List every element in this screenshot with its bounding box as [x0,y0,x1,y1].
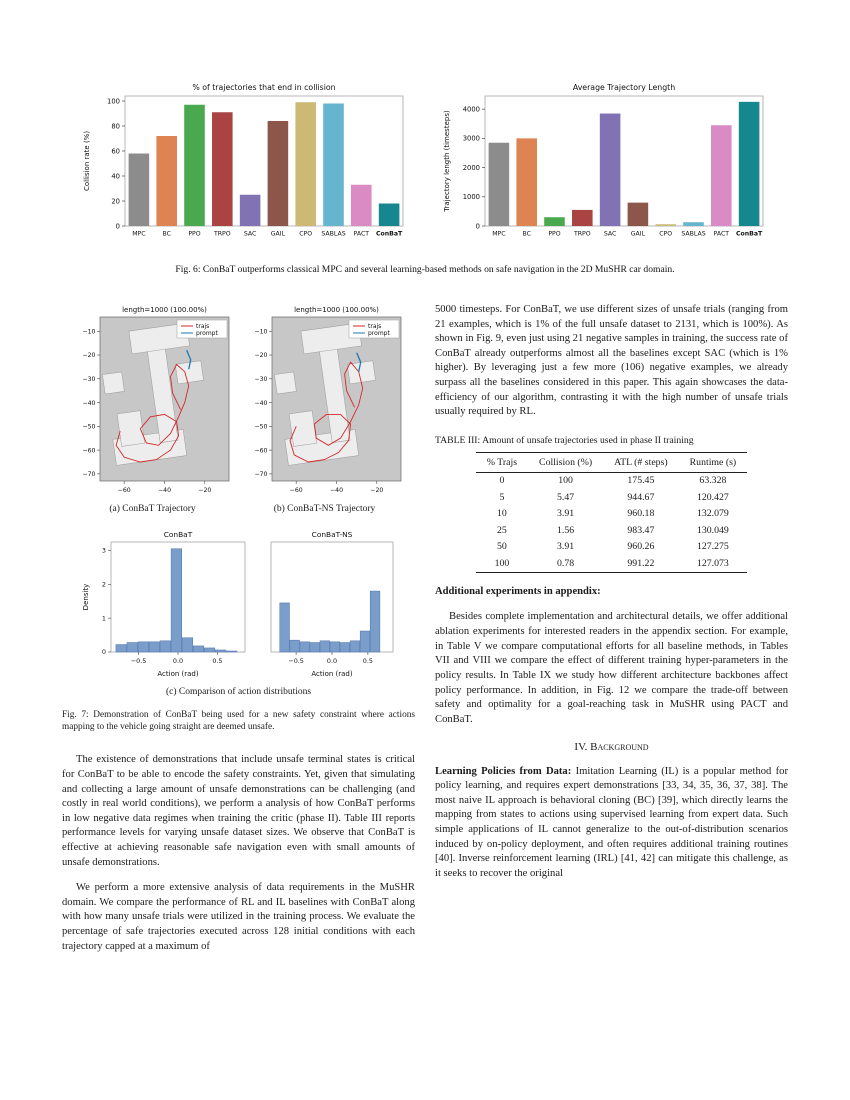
bar [184,105,205,226]
table3-header-row [476,453,747,473]
histogram-bar [160,641,171,652]
legend-trajs-label: trajs [195,323,209,330]
table-cell: 1.56 [557,524,575,536]
x-tick-label: −60 [289,487,303,494]
appendix-paragraph: Besides complete implementation and architectural details, we offer additional ablation experiments for interested readers in the appendix section. For example, in Table V we compare computational efforts for all baseline methods, in Tables VII and VIII we compare the effect of different training hyper-parameters in the policy results. In Table IX we study how different architecture backbones affect policy performance. In addition, in Fig. 12 we compare the trade-off between safety and optimality for a goal-reaching task in MuSHR using PACT and ConBaT. [435,611,788,725]
y-tick-label: 1000 [462,193,480,202]
x-axis-label: Action (rad) [310,670,353,679]
background-text: Imitation Learning (IL) is a popular method for policy learning, and requires expert demonstrations [33, 34, 35, 36, 37, 38]. The most naive IL approach is behavioral cloning (BC) [39], which directly learns the mapping from states to actions using supervised learning from expert data. Such simple applications of IL cannot generalize to the out-of-distribution scenarios induced by on-policy deployment, and often requires additional training routines [40]. Inverse reinforcement learning (IRL) [41, 42] can mitigate this challenge, as it seeks to recover the original [435,765,788,879]
histogram-bar [319,641,329,652]
y-tick-label: −60 [81,447,95,455]
y-tick-label: −30 [81,375,95,383]
x-tick-label: SAC [243,230,257,238]
y-tick-label: 40 [111,172,120,181]
table-cell: 0 [499,475,505,487]
x-tick-label: ConBaT [735,230,763,238]
table3-body [476,472,747,572]
chart-title: ConBaT [163,530,192,540]
x-tick-label: MPC [492,230,506,238]
bar [489,143,510,226]
x-tick-label: 0.5 [362,657,373,666]
chart-title: length=1000 (100.00%) [121,306,207,314]
histogram-bar [171,549,182,652]
histogram-bar [149,642,160,652]
histogram-bar [226,651,237,652]
map-corridor [289,411,317,447]
bar [323,104,344,227]
histogram-bar [279,603,289,652]
x-axis-label: Action (rad) [156,670,199,679]
table-cell: 100 [494,557,510,569]
left-paragraph-1: The existence of demonstrations that include unsafe terminal states is critical for ConBaT to be able to encode the safety constraints. Yet, given that simulating and collecting a large amount of unsafe demonstrations can be challenging (and costly in real world conditions), we perform a analysis of how ConBaT performs in low negative data regimes when training the critic (phase II). Table III reports performance levels for varying unsafe dataset sizes. We observe that ConBaT is effective at achieving reasonable safe navigation even with small amounts of unsafe demonstrations. [62,754,415,868]
y-tick-label: 2 [101,580,106,589]
map-corridor [102,372,124,394]
trajectory-length-chart [439,80,771,252]
table-cell: 63.328 [699,475,727,487]
figure7-caption-text: Demonstration of ConBaT being used for a new safety constraint where actions mapping to the vehicle going straight are deemed unsafe. [62,710,415,733]
x-tick-label: BC [522,230,531,238]
histogram-bar [309,643,319,652]
x-tick-label: GAIL [630,230,646,238]
chart-title: Average Trajectory Length [572,83,676,92]
table-row [476,522,747,539]
x-tick-label: TRPO [573,230,591,238]
table-cell: 5.47 [557,491,575,503]
x-tick-label: SABLAS [681,230,706,238]
x-tick-label: −40 [157,487,171,494]
y-tick-label: −40 [253,399,267,407]
histogram-bar [350,641,360,652]
table-cell: 3.91 [557,508,575,520]
left-column [62,303,415,954]
bar [516,138,537,226]
table-cell: 0.78 [557,557,575,569]
table3-caption-label: TABLE III: [435,434,481,446]
background-lead: Learning Policies from Data: [435,765,572,777]
bar [572,210,593,226]
y-tick-label: 0 [115,222,120,231]
right-column [435,303,788,954]
conbat-ns-trajectory-map [242,303,408,501]
x-tick-label: −0.5 [130,657,146,666]
x-tick-label: TRPO [213,230,231,238]
figure6-caption [62,264,788,275]
table-cell: 983.47 [627,524,655,536]
bar [156,136,177,226]
table-row [476,506,747,523]
two-column-body [62,303,788,954]
table3-caption-text: Amount of unsafe trajectories used in phase II training [482,434,694,446]
table-cell: 100 [558,475,573,487]
table-row [476,472,747,489]
table-header-cell: ATL (# steps) [603,453,679,473]
histogram-bar [126,643,137,652]
bar [655,224,676,226]
histogram-bar [299,642,309,652]
histogram-bar [330,642,340,652]
bar [129,154,150,227]
histogram-bar [360,631,370,652]
histogram-bar [193,646,204,652]
background-paragraph [435,765,788,882]
x-tick-label: PACT [353,230,370,238]
bar [268,121,289,226]
x-tick-label: MPC [132,230,146,238]
bar [739,102,760,226]
y-tick-label: 3 [101,546,106,555]
conbat-ns-action-histogram [251,528,399,684]
y-tick-label: 80 [111,122,120,131]
x-tick-label: PPO [548,230,561,238]
histogram-bar [115,645,126,652]
trajectory-maps [62,303,415,516]
y-tick-label: −70 [253,471,267,479]
conbat-action-histogram [79,528,251,684]
table-header-cell: Collision (%) [528,453,603,473]
bar [600,114,621,226]
y-tick-label: 4000 [462,105,480,114]
x-tick-label: PPO [188,230,201,238]
appendix-heading: Additional experiments in appendix: [435,585,601,597]
x-tick-label: CPO [299,230,313,238]
subcaption-c: (c) Comparison of action distributions [165,687,312,698]
bar [240,195,261,226]
table-row [476,489,747,506]
x-tick-label: 0.0 [326,657,337,666]
y-tick-label: −40 [81,399,95,407]
table-cell: 25 [497,524,507,536]
histogram-bar [370,591,380,652]
y-tick-label: −20 [253,352,267,360]
histogram-bar [340,643,350,652]
bar [379,204,400,227]
x-tick-label: BC [162,230,171,238]
legend-prompt-label: prompt [367,330,390,337]
x-tick-label: −0.5 [287,657,304,666]
y-tick-label: −50 [81,423,95,431]
y-tick-label: −10 [253,328,267,336]
y-tick-label: 3000 [462,134,480,143]
table-cell: 132.079 [696,508,729,520]
y-axis-label: Trajectory length (timesteps) [443,110,451,212]
map-corridor [347,361,375,384]
subfigure-a [70,303,236,516]
y-tick-label: 1 [101,614,106,623]
y-tick-label: 100 [107,97,120,106]
bar [212,112,233,226]
table-row [476,539,747,556]
y-tick-label: 20 [111,197,120,206]
table-cell: 960.18 [627,508,655,520]
x-tick-label: −20 [369,487,383,494]
table3-caption [435,434,788,447]
bar [628,203,649,226]
x-tick-label: PACT [713,230,730,238]
subcaption-a: (a) ConBaT Trajectory [109,504,196,514]
left-paragraph-2: We perform a more extensive analysis of data requirements in the MuSHR domain. We compare the performance of RL and IL baselines with ConBaT along with how many unsafe trials were utilized in the training process. We evaluate the percentage of safe trajectories executed across 128 initial conditions with each trajectory capped at a maximum of [62,882,415,952]
x-tick-label: CPO [659,230,673,238]
table-header-cell: Runtime (s) [679,453,748,473]
y-tick-label: 60 [111,147,120,156]
histogram-bar [289,640,299,652]
table-cell: 120.427 [696,491,729,503]
table-cell: 5 [499,491,505,503]
table-cell: 944.67 [627,491,655,503]
chart-title: % of trajectories that end in collision [192,83,336,92]
bar [683,222,704,226]
table-cell: 991.22 [627,557,655,569]
subcaption-b: (b) ConBaT-NS Trajectory [273,504,376,514]
chart-title: ConBaT-NS [311,530,352,540]
conbat-trajectory-map [70,303,236,501]
y-tick-label: −60 [253,447,267,455]
y-tick-label: 0 [475,222,480,231]
y-tick-label: −30 [253,375,267,383]
x-tick-label: −60 [117,487,131,494]
histogram-bar [137,642,148,652]
x-tick-label: 0.5 [211,657,222,666]
legend-prompt-label: prompt [195,330,218,337]
figure6-caption-label: Fig. 6: [175,264,201,275]
x-tick-label: SABLAS [321,230,346,238]
right-paragraph-1: 5000 timesteps. For ConBaT, we use different sizes of unsafe trials (ranging from 21 examples, which is 1% of the full unsafe dataset to 2131, which is 100%). As shown in Fig. 9, even just using 21 negative samples in training, the success rate of ConBaT already outperforms almost all the baselines except SAC (which is 1% higher). By leveraging just a few more (106) negative examples, we already surpass all the baselines considered in this paper. This again showcases the data-efficiency of our algorithm, contrasting it with the high number of unsafe trials usually required by RL. [435,304,788,418]
y-axis-label: Density [81,583,90,611]
bar [711,125,732,226]
y-tick-label: −50 [253,423,267,431]
histogram-bar [204,648,215,652]
figure6 [62,80,788,252]
table-cell: 3.91 [557,541,575,553]
x-tick-label: −40 [329,487,343,494]
x-tick-label: −20 [197,487,211,494]
map-corridor [274,372,296,394]
x-tick-label: 0.0 [172,657,183,666]
table3 [476,452,747,573]
bar [351,185,372,226]
table-cell: 50 [497,541,507,553]
y-axis-label: Collision rate (%) [83,130,91,192]
table-cell: 175.45 [627,475,655,487]
legend-trajs-label: trajs [367,323,381,330]
bar [544,217,565,226]
table-cell: 10 [497,508,507,520]
table-cell: 960.26 [627,541,655,553]
table-cell: 127.275 [696,541,729,553]
table-row [476,555,747,572]
action-histograms [62,528,415,684]
y-tick-label: 2000 [462,163,480,172]
section-heading-background: IV. Background [574,741,649,754]
bar [295,102,316,226]
histogram-bar [215,650,226,652]
x-tick-label: SAC [603,230,617,238]
x-tick-label: ConBaT [375,230,403,238]
y-tick-label: −20 [81,352,95,360]
table-header-cell: % Trajs [476,453,528,473]
figure7-caption [62,709,415,733]
chart-title: length=1000 (100.00%) [293,306,379,314]
histogram-bar [182,638,193,652]
figure6-caption-text: ConBaT outperforms classical MPC and several learning-based methods on safe navigation in the 2D MuSHR car domain. [202,264,675,275]
table-cell: 127.073 [696,557,729,569]
subfigure-b [242,303,408,516]
y-tick-label: −70 [81,471,95,479]
y-tick-label: −10 [81,328,95,336]
figure7-caption-label: Fig. 7: [62,710,89,721]
y-tick-label: 0 [101,648,106,657]
x-tick-label: GAIL [270,230,286,238]
collision-rate-chart [79,80,411,252]
table-cell: 130.049 [696,524,729,536]
